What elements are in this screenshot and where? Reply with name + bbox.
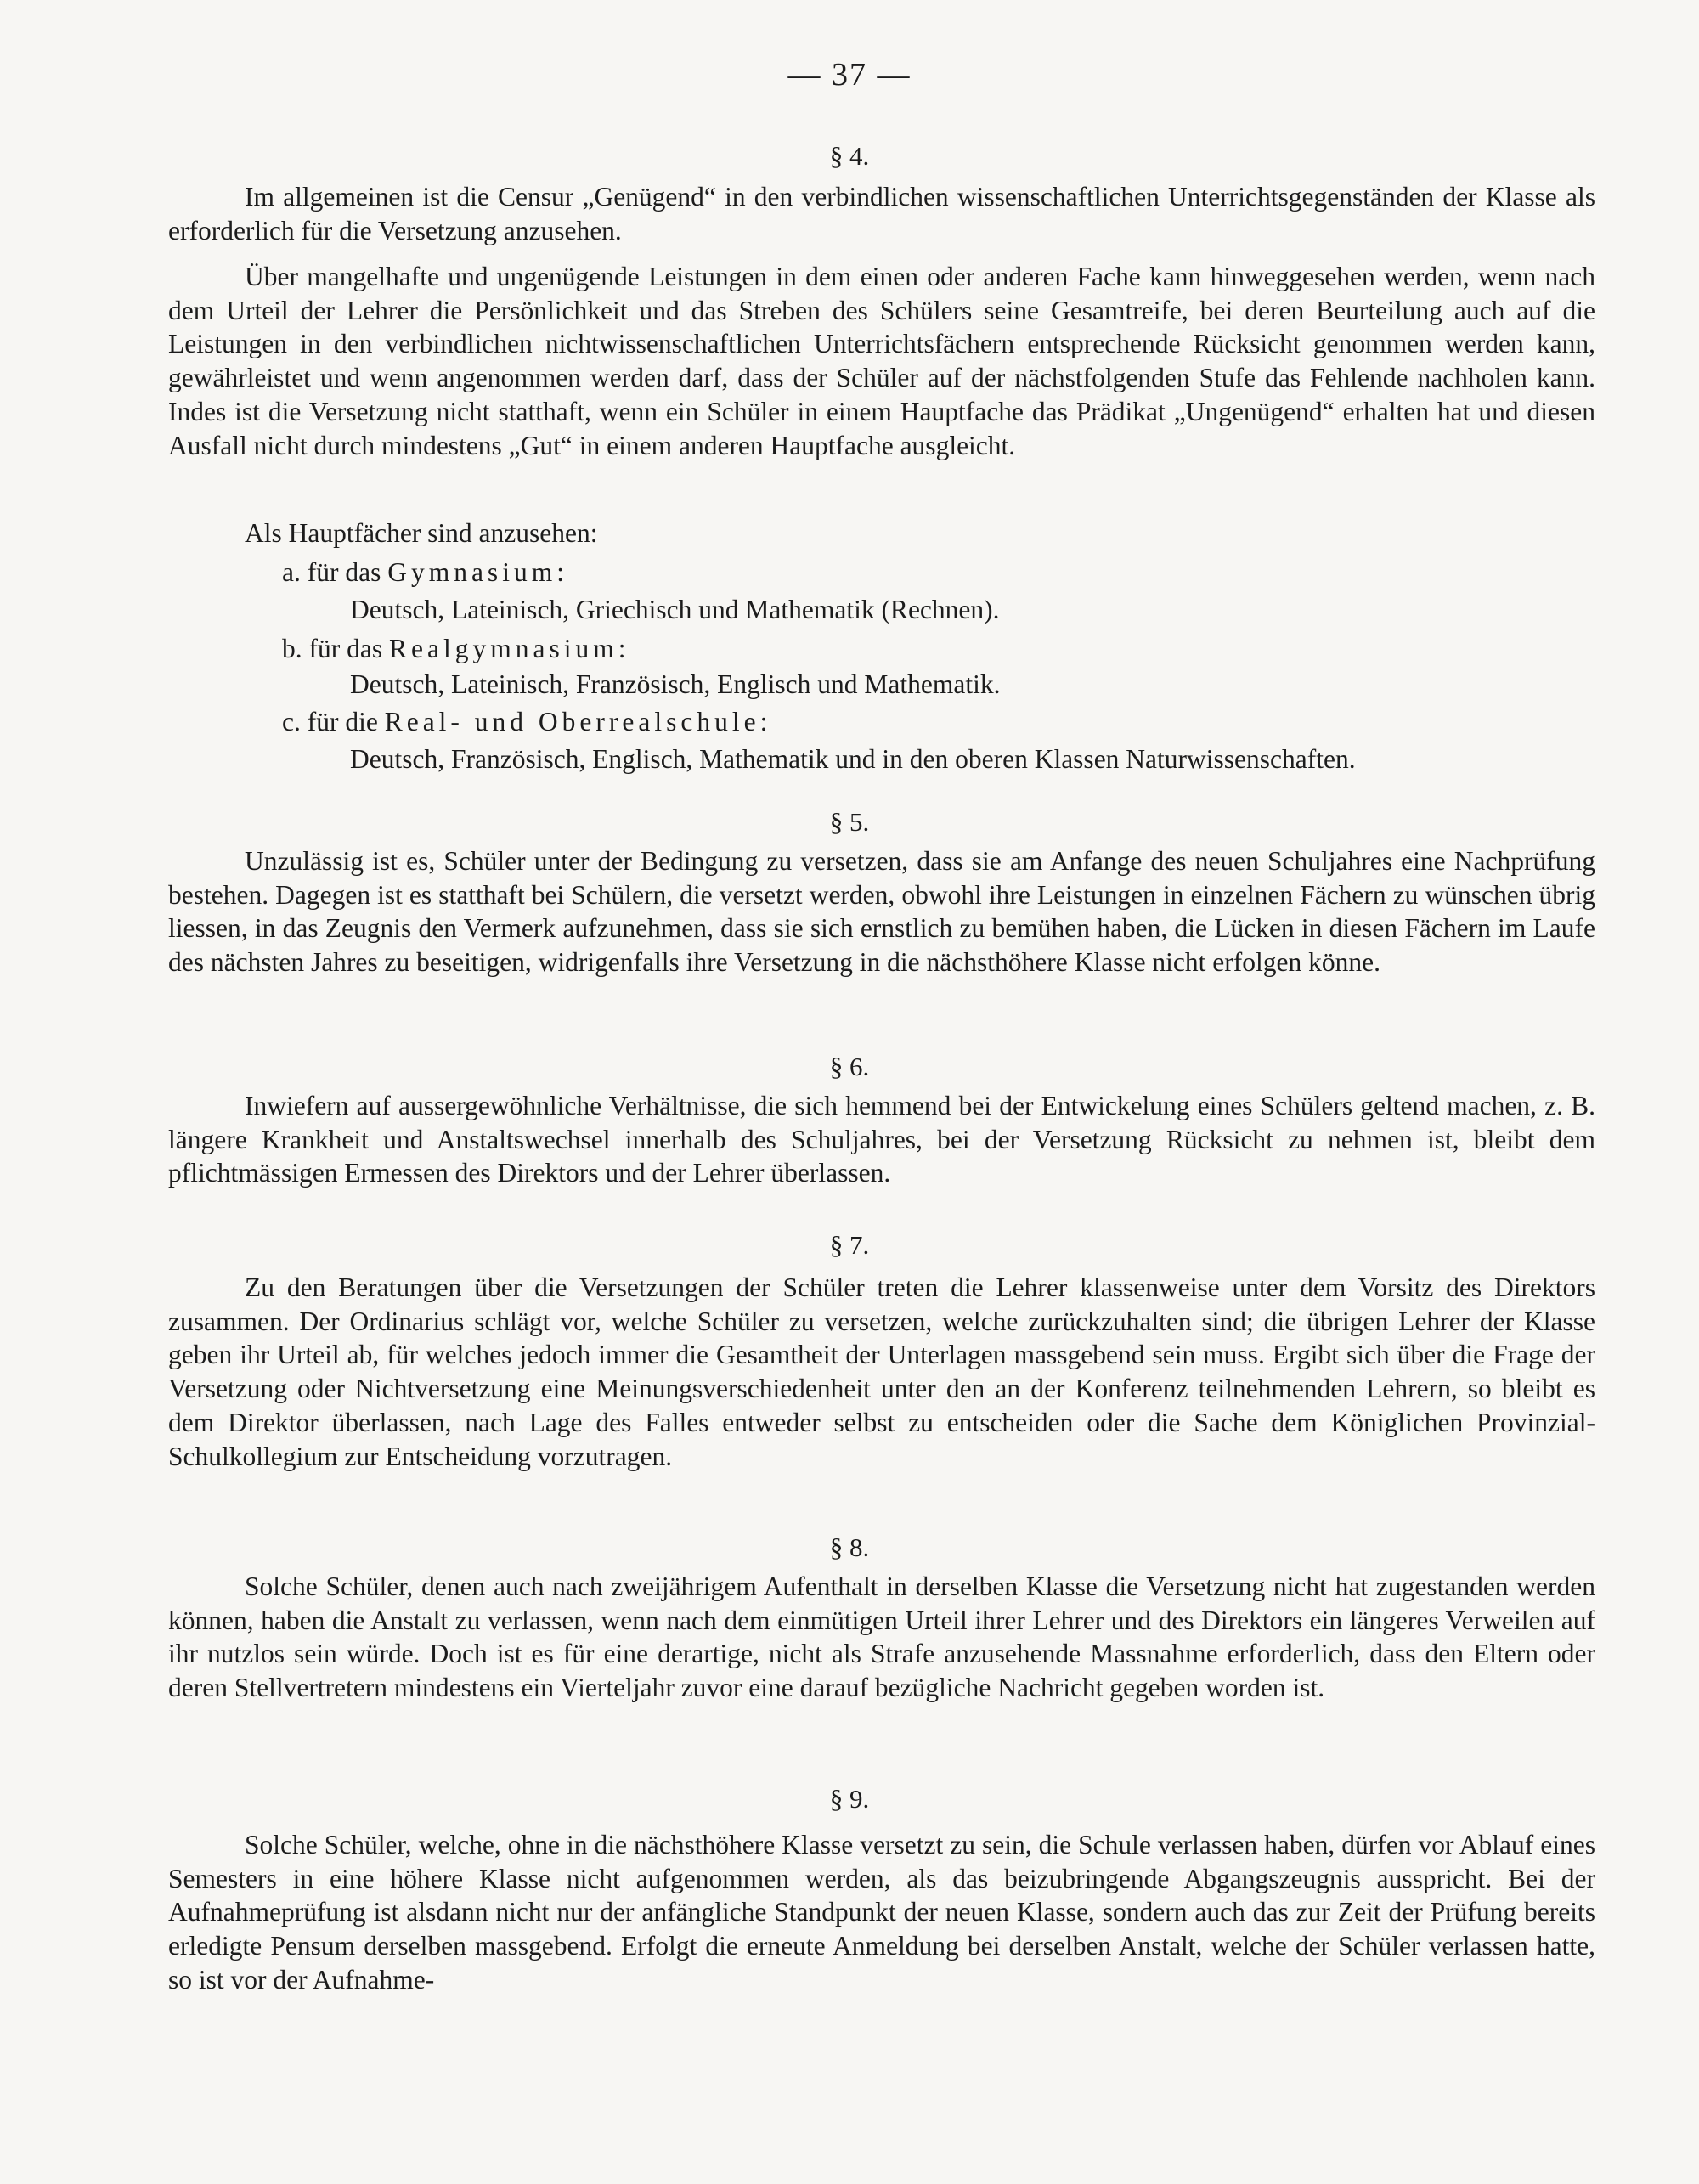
list-item-subjects: Deutsch, Lateinisch, Französisch, Englisch und Mathematik. — [350, 669, 1001, 699]
list-item-c — [282, 705, 771, 739]
section-8-heading: § 8. — [829, 1532, 870, 1562]
list-item-subjects: Deutsch, Französisch, Englisch, Mathematik und in den oberen Klassen Naturwissenschaften. — [350, 744, 1356, 774]
school-type: Gymnasium: — [387, 557, 568, 587]
section-4-paragraph-2: Über mangelhafte und ungenügende Leistungen in dem einen oder anderen Fache kann hinweggesehen werden, wenn nach dem Urteil der Lehrer die Persönlichkeit und das Streben des Schülers seine Gesamtreife, bei deren Beurteilung auch auf die Leistungen in den verbindlichen nichtwissenschaftlichen Unterrichtsfächern entsprechende Rücksicht genommen werden kann, gewährleistet und wenn angenommen werden darf, dass der Schüler auf der nächstfolgenden Stufe das Fehlende nachholen kann. Indes ist die Versetzung nicht statthaft, wenn ein Schüler in einem Hauptfache das Prädikat „Ungenügend“ erhalten hat und diesen Ausfall nicht durch mindestens „Gut“ in einem anderen Hauptfache ausgleicht. — [168, 262, 1595, 460]
school-type: Real- und Oberrealschule: — [384, 707, 772, 736]
section-5-heading: § 5. — [829, 807, 870, 837]
section-6-paragraph: Inwiefern auf aussergewöhnliche Verhältnisse, die sich hemmend bei der Entwickelung eines Schülers geltend machen, z. B. längere Krankheit und Anstaltswechsel innerhalb des Schuljahres, bei der Versetzung Rücksicht zu nehmen ist, bleibt dem pflichtmässigen Ermessen des Direktors und der Lehrer überlassen. — [168, 1091, 1595, 1188]
section-9-paragraph: Solche Schüler, welche, ohne in die nächsthöhere Klasse versetzt zu sein, die Schule verlassen haben, dürfen vor Ablauf eines Semesters in eine höhere Klasse nicht aufgenommen werden, als das beizubringende Abgangszeugnis ausspricht. Bei der Aufnahmeprüfung ist alsdann nicht nur der anfängliche Standpunkt der neuen Klasse, sondern auch das zur Zeit der Prüfung bereits erledigte Pensum derselben massgebend. Erfolgt die erneute Anmeldung bei derselben Anstalt, welche der Schüler verlassen hatte, so ist vor der Aufnahme- — [168, 1830, 1595, 1995]
section-9-heading: § 9. — [829, 1784, 870, 1814]
section-8-paragraph: Solche Schüler, denen auch nach zweijährigem Aufenthalt in derselben Klasse die Versetzung nicht hat zugestanden werden können, haben die Anstalt zu verlassen, wenn nach dem einmütigen Urteil ihrer Lehrer und des Direktors ein längeres Verweilen auf ihr nutzlos sein würde. Doch ist es für eine derartige, nicht als Strafe anzusehende Massnahme erforderlich, dass den Eltern oder deren Stellvertretern mindestens ein Vierteljahr zuvor eine darauf bezügliche Nachricht gegeben worden ist. — [168, 1572, 1595, 1703]
list-item-marker: a. für das — [282, 557, 381, 587]
school-type: Realgymnasium: — [388, 634, 630, 663]
list-item-a — [282, 556, 568, 590]
list-intro: Als Hauptfächer sind anzusehen: — [245, 518, 598, 548]
list-item-subjects: Deutsch, Lateinisch, Griechisch und Mathematik (Rechnen). — [350, 595, 1000, 624]
section-5-paragraph: Unzulässig ist es, Schüler unter der Bedingung zu versetzen, dass sie am Anfange des neuen Schuljahres eine Nachprüfung bestehen. Dagegen ist es statthaft bei Schülern, die versetzt werden, obwohl ihre Leistungen in einzelnen Fächern zu wünschen übrig liessen, in das Zeugnis den Vermerk aufzunehmen, dass sie sich ernstlich zu bemühen haben, die Lücken in diesen Fächern im Laufe des nächsten Jahres zu beseitigen, widrigenfalls ihre Versetzung in die nächsthöhere Klasse nicht erfolgen könne. — [168, 846, 1595, 978]
list-item-marker: b. für das — [282, 634, 383, 663]
section-4-paragraph-1: Im allgemeinen ist die Censur „Genügend“ in den verbindlichen wissenschaftlichen Unterrichtsgegenständen der Klasse als erforderlich für die Versetzung anzusehen. — [168, 182, 1595, 245]
list-item-marker: c. für die — [282, 707, 378, 736]
section-7-paragraph: Zu den Beratungen über die Versetzungen der Schüler treten die Lehrer klassenweise unter dem Vorsitz des Direktors zusammen. Der Ordinarius schlägt vor, welche Schüler zu versetzen, welche zurückzuhalten sind; die übrigen Lehrer der Klasse geben ihr Urteil ab, für welches jedoch immer die Gesamtheit der Unterlagen massgebend sein muss. Ergibt sich über die Frage der Versetzung oder Nichtversetzung eine Meinungsverschiedenheit unter den an der Konferenz teilnehmenden Lehrern, so bleibt es dem Direktor überlassen, nach Lage des Falles entweder selbst zu entscheiden oder die Sache dem Königlichen Provinzial-Schulkollegium zur Entscheidung vorzutragen. — [168, 1273, 1595, 1471]
page-number: — 37 — — [787, 57, 912, 93]
section-6-heading: § 6. — [829, 1052, 870, 1081]
section-7-heading: § 7. — [829, 1230, 870, 1260]
list-item-b — [282, 632, 629, 666]
section-4-heading: § 4. — [829, 141, 870, 171]
